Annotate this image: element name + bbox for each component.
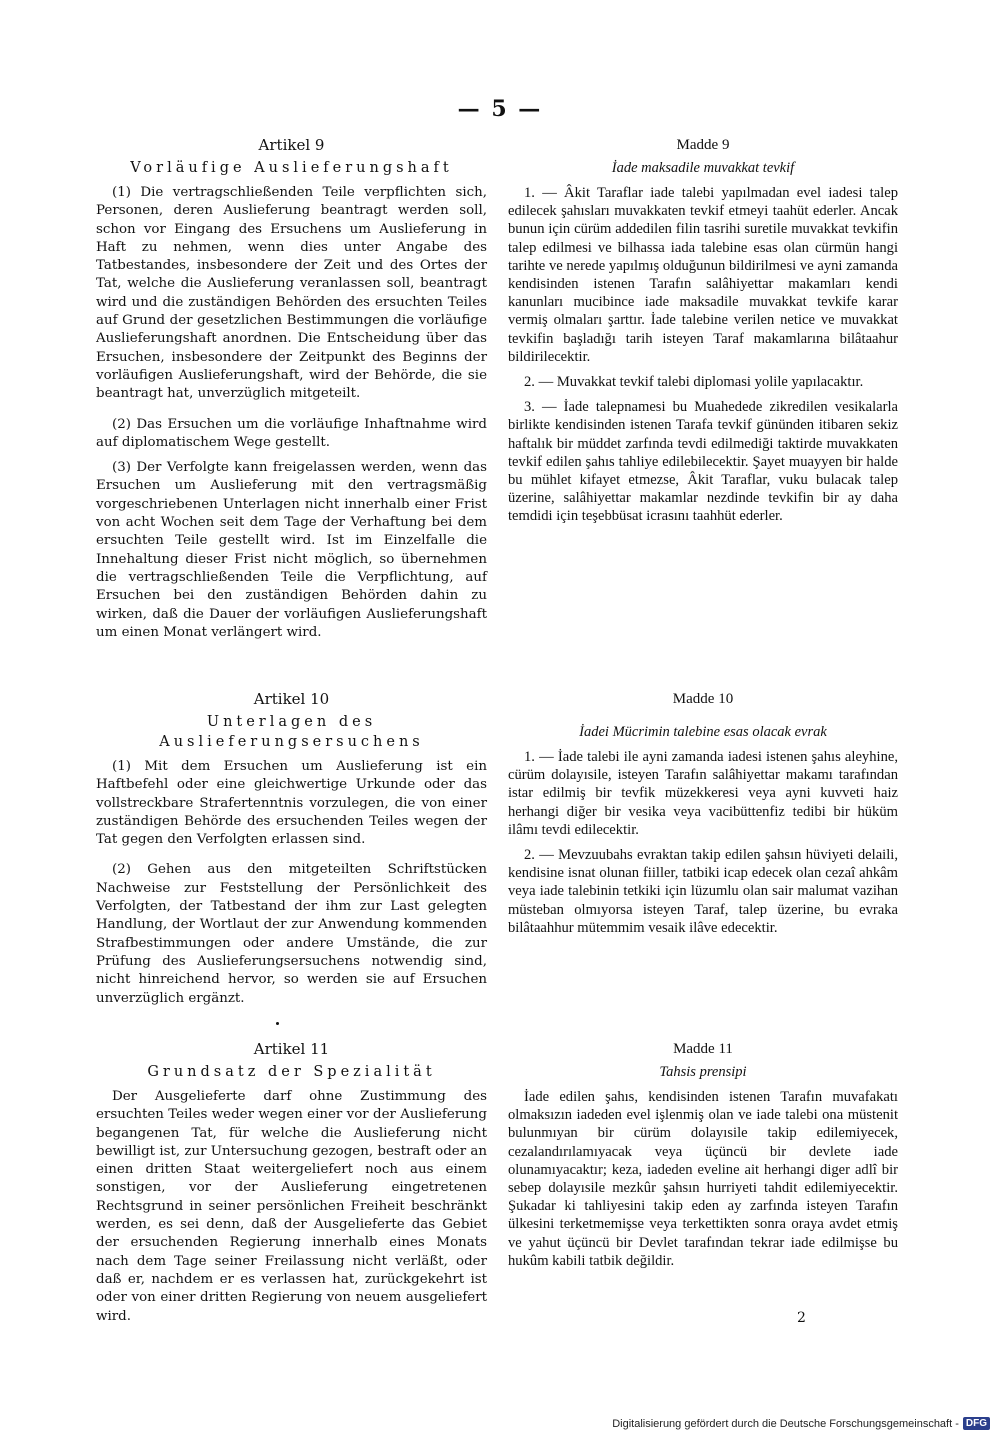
paragraph: 1. — Âkit Taraflar iade talebi yapılmadan evel iadesi talep edilecek şahısları muvakkaten tevkif etmeyi taahüt ederler. Ancak bunun için cürüm addedilen filin tasrihi suretile muvakkat tevkifin talep edilmesi ve bilhassa iada talebine esas olan cürmün hangi tarihte ve nerede yapılmış olduğunun bildirilmesi ve ayni zamanda kendisinden istenen Tarafın salâhiyettar makamları kendi kanunları mucibince iade maksadile muvakkat tevkife karar vermiş olmaları şarttır. İade talebine verilen netice ve muvakkat tevkifin başladığı tarih isteyen Taraf makamlarına bilâtaahur bildirilecektir. <box>508 185 898 365</box>
artikel-10 <box>96 688 487 1008</box>
credit-text: Digitalisierung gefördert durch die Deutsche Forschungsgemeinschaft - <box>612 1417 959 1430</box>
separator-dot <box>276 1022 279 1025</box>
artikel-9 <box>96 134 487 642</box>
paragraph: 2. — Mevzuubahs evraktan takip edilen şahsın hüviyeti delaili, kendisine isnat olunan fiiller, tatbiki icap edecek olan cezaî ahkâm veya iade talebinin tetkiki için lüzumlu olan sair malumat vazihan müsteban olmıyorsa isteyen Taraf, talep üzerine, bu evraka bilâtaahhur mütemmim vesaik ilâve edecektir. <box>508 847 898 936</box>
artikel-11 <box>96 1038 487 1326</box>
paragraph: (2) Gehen aus den mitgeteilten Schriftstücken Nachweise zur Feststellung der Persönlichkeit des Verfolgten, der Tatbestand der ihm zur Last gelegten Handlung, der Wortlaut der zur Anwendung kommenden Strafbestimmungen oder andere Umstände, die zur Prüfung des Auslieferungsersuchens notwendig sind, nicht hinreichend hervor, so werden sie auf Ersuchen unverzüglich ergänzt. <box>96 862 487 1006</box>
article-heading: Madde 10 <box>672 691 734 707</box>
paragraph: Der Ausgelieferte darf ohne Zustimmung des ersuchten Teiles weder wegen einer vor der Auslieferung begangenen Tat, für welche die Auslieferung nicht bewilligt ist, zur Untersuchung gezogen, bestraft oder an einen dritten Staat weitergeliefert noch aus einem sonstigen, vor der Auslieferung eingetretenen Rechtsgrund in seiner persönlichen Freiheit beschränkt werden, es sei denn, daß der Ausgelieferte das Gebiet der ersuchenden Regierung innerhalb eines Monats nach dem Tage seiner Freilassung nicht verläßt, oder daß er, nachdem er es verlassen hat, zurückgekehrt ist oder von einer dritten Regierung von neuem ausgeliefert wird. <box>96 1089 487 1324</box>
article-title: Vorläufige Auslieferungshaft <box>130 160 453 176</box>
madde-9 <box>508 134 898 526</box>
paragraph: 2. — Muvakkat tevkif talebi diplomasi yolile yapılacaktır. <box>524 374 864 391</box>
article-title: İade maksadile muvakkat tevkif <box>611 160 795 176</box>
article-heading: Madde 9 <box>676 137 730 153</box>
paragraph: 1. — İade talebi ile ayni zamanda iadesi istenen şahıs aleyhine, cürüm dolayısile, isteyen Tarafın salâhiyettar makamı tarafından istar edilmiş bir tevfik müzekkeresi veya ayni kuvveti haiz herhangi diğer bir vesika veya vacibüttenfiz tedibi bir hüküm ilâmı tevdi edilecektir. <box>508 749 898 838</box>
paragraph: (3) Der Verfolgte kann freigelassen werden, wenn das Ersuchen um Auslieferung mit den vertragsmäßig vorgeschriebenen Unterlagen nicht innerhalb einer Frist von acht Wochen seit dem Tage der Verhaftung bei dem ersuchten Teile gestellt wird. Ist im Einzelfalle die Innehaltung dieser Frist nicht möglich, so übernehmen die vertragschließenden Teile die Verpflichtung, auf Ersuchen bei den zuständigen Behörden dahin zu wirken, daß die Dauer der vorläufigen Auslieferungshaft um einen Monat verlängert wird. <box>96 460 487 640</box>
article-title: Tahsis prensipi <box>659 1064 747 1080</box>
article-heading: Artikel 10 <box>253 690 330 708</box>
dfg-logo: DFG <box>963 1417 990 1430</box>
article-heading: Artikel 11 <box>253 1040 330 1058</box>
article-title: Grundsatz der Spezialität <box>147 1064 436 1080</box>
paragraph: (2) Das Ersuchen um die vorläufige Inhaftnahme wird auf diplomatischem Wege gestellt. <box>96 416 487 450</box>
paragraph: İade edilen şahıs, kendisinden istenen Tarafın muvafakatı olmaksızın iadeden evel işlenmiş olan ve iade talebi ona müstenit bulunmıyan bir cürüm dolayısile takip edilemiyecek, cezalandırılamıyacak veya üçüncü bir devlete iade olunamıyacaktır; keza, iadeden eveline ait herhangi diger adlî bir sebep dolayısile mezkûr şahsın hurriyeti tahdit edilemiyecektir. Şukadar ki tahliyesini takip eden ay zarfında isteyen Tarafın ülkesini terketmemişse veya terkettikten sonra oraya avdet etmiş ve yahut üçüncü bir Devlet tarafından tekrar iade edilmişse bu hukûm kabili tatbik değildir. <box>508 1089 898 1269</box>
digitization-credit <box>0 1413 1000 1434</box>
paragraph: (1) Mit dem Ersuchen um Auslieferung ist ein Haftbefehl oder eine gleichwertige Urkunde oder das vollstreckbare Strafertenntnis vorzulegen, die von einer zuständigen Behörde des ersuchenden Teiles wegen der Tat gegen den Verfolgten erlassen sind. <box>96 759 487 848</box>
sheet-number: 2 <box>797 1310 806 1326</box>
article-heading: Madde 11 <box>673 1041 733 1057</box>
article-title: İadei Mücrimin talebine esas olacak evrak <box>579 724 827 740</box>
article-title: Unterlagen des Auslieferungsersuchens <box>159 714 424 750</box>
paragraph: 3. — İade talepnamesi bu Muahedede zikredilen vesikalarla birlikte kendisinden istenen Tarafa tevkif gününden itibaren sekiz haftalık bir müddet zarfında tevdi edilmediği taktirde muvakkaten tevkif edilen şahıs tahliye edilebilecektir. Şayet muayyen bir halde bu mühlet kifayet etmezse, Âkit Taraflar, vuku bulacak talep üzerine, salâhiyettar makamlar nezdinde tevkifin bir ay daha temdidi için teşebbüsat icrasını taahhüt ederler. <box>508 399 898 525</box>
madde-10 <box>508 688 898 937</box>
paragraph: (1) Die vertragschließenden Teile verpflichten sich, Personen, deren Auslieferung beantragt werden soll, schon vor Eingang des Ersuchens um Auslieferung in Haft zu nehmen, wenn dies unter Angabe des Tatbestandes, insbesondere der Zeit und des Ortes der Tat, welche die Auslieferung veranlassen soll, beantragt wird und die zuständigen Behörden des ersuchten Teiles auf Grund der gesetzlichen Bestimmungen die vorläufige Auslieferungshaft anordnen. Die Entscheidung über das Ersuchen, insbesondere der Zeitpunkt des Beginns der vorläufigen Auslieferungshaft, wird der Behörde, die sie beantragt hat, unverzüglich mitgeteilt. <box>96 185 487 402</box>
page-number: — 5 — <box>457 96 543 122</box>
article-heading: Artikel 9 <box>258 136 325 154</box>
madde-11 <box>508 1038 898 1270</box>
